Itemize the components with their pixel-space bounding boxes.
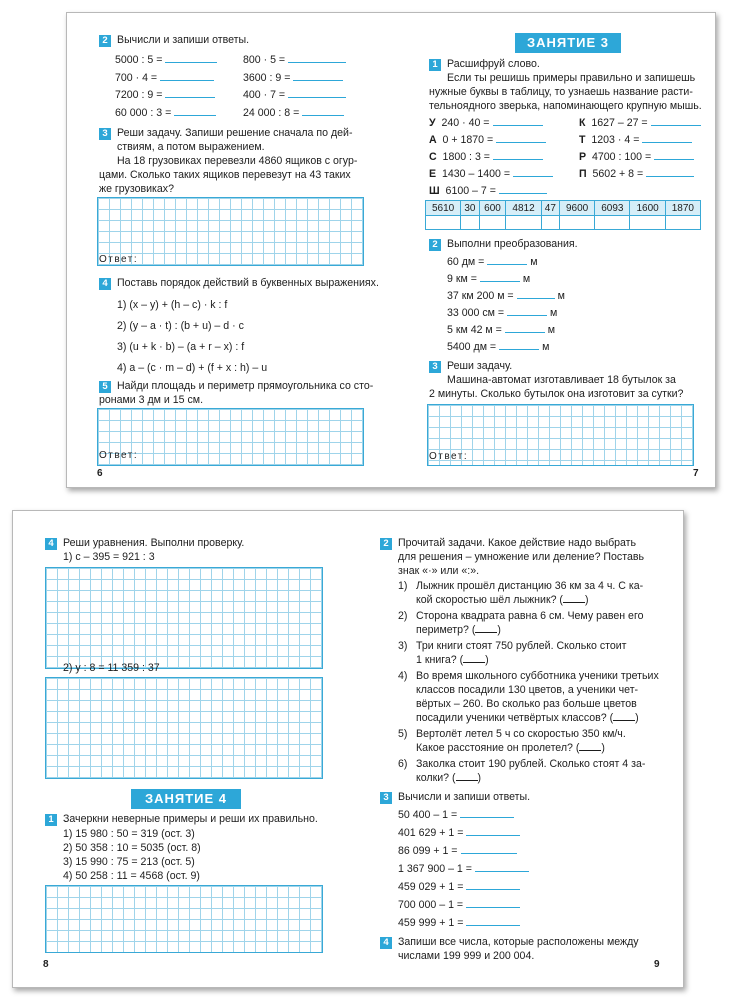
cipher-letter: П — [579, 168, 587, 180]
spread-pages-6-7 — [66, 12, 716, 488]
answer-line[interactable] — [466, 880, 520, 890]
task-number-badge: 3 — [380, 792, 392, 804]
task-text-line: нужные буквы в таблицу, то узнаешь название расти- — [429, 86, 693, 98]
page-number: 6 — [97, 468, 103, 479]
answer-line[interactable] — [461, 844, 517, 854]
problem-text: колки? — [416, 772, 450, 784]
cipher-letter: Ш — [429, 185, 440, 197]
page-number: 9 — [654, 959, 660, 970]
problem-text: Заколка стоит 190 рублей. Сколько стоят 4 за- — [416, 758, 646, 770]
answer-line[interactable] — [475, 862, 529, 872]
example-item[interactable]: 4) 50 258 : 11 = 4568 (ост. 9) — [63, 870, 200, 882]
answer-line[interactable] — [165, 53, 217, 63]
expression: 459 999 + 1 = — [398, 917, 464, 929]
cipher-letter: Р — [579, 151, 587, 163]
task-number-badge: 3 — [99, 128, 111, 140]
expression: 700 · 4 = — [115, 72, 158, 84]
cipher-cell: 6093 — [595, 201, 630, 216]
problem-text: 1 книга? — [416, 654, 457, 666]
answer-line[interactable] — [654, 150, 694, 160]
unit: м — [547, 324, 556, 336]
sign-blank[interactable] — [563, 593, 585, 603]
problem-text: классов посадили 130 цветов, а ученики чет- — [416, 684, 639, 696]
answer-label: Ответ: — [99, 254, 139, 265]
example-item[interactable]: 1) 15 980 : 50 = 319 (ост. 3) — [63, 828, 195, 840]
answer-line[interactable] — [466, 916, 520, 926]
cipher-cell: 1600 — [630, 201, 665, 216]
problem-text: Сторона квадрата равна 6 см. Чему равен его — [416, 610, 644, 622]
spread-pages-8-9 — [12, 510, 684, 988]
expression: 6100 – 7 = — [445, 185, 496, 197]
answer-line[interactable] — [499, 184, 547, 194]
expression: 7200 : 9 = — [115, 89, 163, 101]
letter-input-cell[interactable] — [461, 216, 479, 230]
cipher-letter: Т — [579, 134, 586, 146]
task-text-line: цами. Сколько таких ящиков перевезут на 43 таких — [99, 169, 351, 181]
expression: 5400 дм = — [447, 341, 497, 353]
answer-line[interactable] — [174, 106, 216, 116]
expression: 1627 – 27 = — [591, 117, 648, 129]
task-title: Вычисли и запиши ответы. — [398, 791, 531, 803]
expression: 60 000 : 3 = — [115, 107, 172, 119]
answer-line[interactable] — [517, 289, 555, 299]
expression-item: 3) (u + k · b) – (a + r – x) : f — [117, 341, 245, 353]
answer-line[interactable] — [493, 150, 543, 160]
problem-text: кой скоростью шёл лыжник? — [416, 594, 557, 606]
sign-blank[interactable] — [613, 711, 635, 721]
expression-item: 2) (y – a · t) : (b + u) – d · c — [117, 320, 244, 332]
page-6 — [67, 13, 391, 487]
letter-input-cell[interactable] — [595, 216, 630, 230]
grid-workspace[interactable] — [45, 677, 323, 779]
grid-workspace[interactable] — [45, 885, 323, 953]
unit: м — [550, 307, 558, 319]
answer-line[interactable] — [480, 272, 520, 282]
problem-text: Какое расстояние он пролетел? — [416, 742, 573, 754]
task-title: Расшифруй слово. — [447, 58, 540, 70]
answer-line[interactable] — [505, 323, 545, 333]
expression: 800 · 5 = — [243, 54, 286, 66]
task-text-line: На 18 грузовиках перевезли 4860 ящиков с огур- — [117, 155, 358, 167]
task-text-line: тельноядного зверька, напоминающего крупную мышь. — [429, 100, 702, 112]
example-item[interactable]: 3) 15 990 : 75 = 213 (ост. 5) — [63, 856, 195, 868]
answer-line[interactable] — [293, 71, 343, 81]
expression: 240 · 40 = — [441, 117, 490, 129]
letter-input-cell[interactable] — [560, 216, 595, 230]
letter-input-cell[interactable] — [426, 216, 461, 230]
expression: 50 400 – 1 = — [398, 809, 458, 821]
cipher-cell: 9600 — [560, 201, 595, 216]
expression: 5000 : 5 = — [115, 54, 163, 66]
answer-line[interactable] — [507, 306, 547, 316]
problem-text: периметр? — [416, 624, 469, 636]
expression: 400 · 7 = — [243, 89, 286, 101]
page-number: 7 — [693, 468, 699, 479]
page-7 — [391, 13, 715, 487]
letter-input-cell[interactable] — [479, 216, 506, 230]
expression: 0 + 1870 = — [442, 134, 494, 146]
letter-input-cell[interactable] — [630, 216, 665, 230]
problem-number: 3) — [398, 640, 408, 652]
cipher-table — [425, 200, 701, 230]
task-text-line: ронами 3 дм и 15 см. — [99, 394, 204, 406]
answer-line[interactable] — [513, 167, 553, 177]
task-text-line: Реши задачу. Запиши решение сначала по дей- — [117, 127, 353, 139]
sign-blank[interactable] — [475, 623, 497, 633]
task-text-line: же грузовиках? — [99, 183, 174, 195]
sign-blank[interactable] — [579, 741, 601, 751]
answer-line[interactable] — [466, 826, 520, 836]
expression: 9 км = — [447, 273, 477, 285]
problem-number: 6) — [398, 758, 408, 770]
task-title: Вычисли и запиши ответы. — [117, 34, 250, 46]
expression: 5602 + 8 = — [592, 168, 644, 180]
task-text-line: Машина-автомат изготавливает 18 бутылок за — [447, 374, 676, 386]
task-text-line: числами 199 999 и 200 004. — [398, 950, 535, 962]
page-number: 8 — [43, 959, 49, 970]
task-text-line: Если ты решишь примеры правильно и запишешь — [447, 72, 696, 84]
answer-label: Ответ: — [99, 450, 139, 461]
expression: 4700 : 100 = — [591, 151, 652, 163]
expression: 86 099 + 1 = — [398, 845, 458, 857]
answer-line[interactable] — [487, 255, 527, 265]
task-number-badge: 2 — [380, 538, 392, 550]
letter-input-cell[interactable] — [665, 216, 700, 230]
task-title: Поставь порядок действий в буквенных выражениях. — [117, 277, 379, 289]
task-number-badge: 2 — [99, 35, 111, 47]
cipher-cell: 5610 — [426, 201, 461, 216]
problem-number: 4) — [398, 670, 408, 682]
answer-line[interactable] — [302, 106, 344, 116]
answer-line[interactable] — [642, 133, 692, 143]
answer-line[interactable] — [499, 340, 539, 350]
task-text-line: Запиши все числа, которые расположены между — [398, 936, 639, 948]
task-text-line: знак «·» или «:». — [398, 565, 480, 577]
answer-line[interactable] — [651, 116, 701, 126]
answer-line[interactable] — [288, 53, 346, 63]
page-8 — [13, 511, 348, 987]
cipher-letter: К — [579, 117, 586, 129]
problem-text: Вертолёт летел 5 ч со скоростью 350 км/ч. — [416, 728, 626, 740]
task-text-line: для решения – умножение или деление? Поставь — [398, 551, 644, 563]
task-number-badge: 2 — [429, 239, 441, 251]
problem-text: Лыжник прошёл дистанцию 36 км за 4 ч. С ка- — [416, 580, 644, 592]
example-item[interactable]: 2) 50 358 : 10 = 5035 (ост. 8) — [63, 842, 201, 854]
answer-line[interactable] — [160, 71, 214, 81]
problem-text: посадили ученики четвёртых классов? — [416, 712, 607, 724]
sign-blank[interactable] — [463, 653, 485, 663]
expression: 33 000 см = — [447, 307, 505, 319]
expression: 1800 : 3 = — [442, 151, 490, 163]
answer-line[interactable] — [466, 898, 520, 908]
cipher-cell: 4812 — [506, 201, 541, 216]
problem-text: Во время школьного субботника ученики третьих — [416, 670, 659, 682]
cipher-cell: 47 — [541, 201, 559, 216]
equation: 2) y : 8 = 11 359 : 37 — [63, 662, 160, 674]
problem-text: вёртых – 260. Во сколько раз больше цветов — [416, 698, 637, 710]
answer-line[interactable] — [165, 88, 215, 98]
expression: 3600 : 9 = — [243, 72, 291, 84]
expression: 401 629 + 1 = — [398, 827, 464, 839]
task-title: Выполни преобразования. — [447, 238, 578, 250]
answer-label: Ответ: — [429, 451, 469, 462]
lesson-banner: ЗАНЯТИЕ 4 — [131, 789, 241, 809]
expression: 60 дм = — [447, 256, 485, 268]
cipher-letter: С — [429, 151, 437, 163]
expression: 459 029 + 1 = — [398, 881, 464, 893]
problem-number: 5) — [398, 728, 408, 740]
expression: 37 км 200 м = — [447, 290, 514, 302]
answer-line[interactable] — [646, 167, 694, 177]
task-number-badge: 5 — [99, 381, 111, 393]
unit: м — [522, 273, 531, 285]
task-number-badge: 3 — [429, 361, 441, 373]
cipher-cell: 1870 — [665, 201, 700, 216]
task-number-badge: 4 — [380, 937, 392, 949]
lesson-banner: ЗАНЯТИЕ 3 — [515, 33, 621, 53]
sign-blank[interactable] — [456, 771, 478, 781]
unit: м — [542, 341, 550, 353]
cipher-letter: Е — [429, 168, 437, 180]
expression: 5 км 42 м = — [447, 324, 502, 336]
unit: м — [557, 290, 565, 302]
task-text-line: ствиям, а потом выражением. — [117, 141, 265, 153]
cipher-cell: 600 — [479, 201, 506, 216]
grid-workspace[interactable] — [45, 567, 323, 669]
problem-number: 1) — [398, 580, 408, 592]
cipher-letter: А — [429, 134, 437, 146]
task-number-badge: 1 — [45, 814, 57, 826]
task-number-badge: 1 — [429, 59, 441, 71]
task-title: Реши уравнения. Выполни проверку. — [63, 537, 245, 549]
task-text-line: Прочитай задачи. Какое действие надо выбрать — [398, 537, 637, 549]
expression-item: 1) (x – y) + (h – c) · k : f — [117, 299, 228, 311]
answer-line[interactable] — [493, 116, 543, 126]
page-9: 2 Прочитай задачи. Какое действие надо выбрать для решения – умножение или деление? Поставь знак «·» или «:». 1) Лыжник прошёл дистанцию 36 км за 4 ч. С ка- кой скоростью шёл лыжник? ( ) 2) Сторона квадрата равна 6 см. Чему равен его периметр? ( ) 3) Три книги стоят 750 рублей. Сколько стоит 1 книга? ( ) 4) Во время школьного субботника ученики третьих классов посадили 130 цветов, а ученики чет- вёртых – 260. Во сколько раз больше цветов посадили ученики четвёртых классов? ( ) 5) Вертолёт летел 5 ч со скоростью 350 км/ч. Какое расстояние он пролетел? ( ) 6) Заколка стоит 190 рублей. Сколько стоят 4 за- колки? ( ) 3 Вычисли и запиши ответы. 50 400 – 1 = 401 629 + 1 = 86 099 + 1 = 1 367 900 – 1 = 459 029 + 1 = 700 000 – 1 = 459 999 + 1 = 4 Запиши все числа, которые расположены между числами 199 999 и 200 004. 9 — [348, 511, 683, 987]
answer-line[interactable] — [460, 808, 514, 818]
expression: 1 367 900 – 1 = — [398, 863, 472, 875]
problem-number: 2) — [398, 610, 408, 622]
task-number-badge: 4 — [45, 538, 57, 550]
expression: 700 000 – 1 = — [398, 899, 464, 911]
answer-line[interactable] — [496, 133, 546, 143]
task-title: Зачеркни неверные примеры и реши их правильно. — [63, 813, 318, 825]
expression: 1430 – 1400 = — [441, 168, 511, 180]
task-text-line: Найди площадь и периметр прямоугольника со сто- — [117, 380, 374, 392]
equation: 1) c – 395 = 921 : 3 — [63, 551, 155, 563]
expression: 1203 · 4 = — [591, 134, 640, 146]
task-text-line: 2 минуты. Сколько бутылок она изготовит за сутки? — [429, 388, 684, 400]
expression-item: 4) a – (c · m – d) + (f + x : h) – u — [117, 362, 268, 374]
letter-input-cell[interactable] — [506, 216, 541, 230]
cipher-letter: У — [429, 117, 436, 129]
expression: 24 000 : 8 = — [243, 107, 300, 119]
answer-line[interactable] — [288, 88, 346, 98]
task-title: Реши задачу. — [447, 360, 513, 372]
unit: м — [530, 256, 538, 268]
problem-text: Три книги стоят 750 рублей. Сколько стоит — [416, 640, 627, 652]
letter-input-cell[interactable] — [541, 216, 559, 230]
task-number-badge: 4 — [99, 278, 111, 290]
cipher-cell: 30 — [461, 201, 479, 216]
